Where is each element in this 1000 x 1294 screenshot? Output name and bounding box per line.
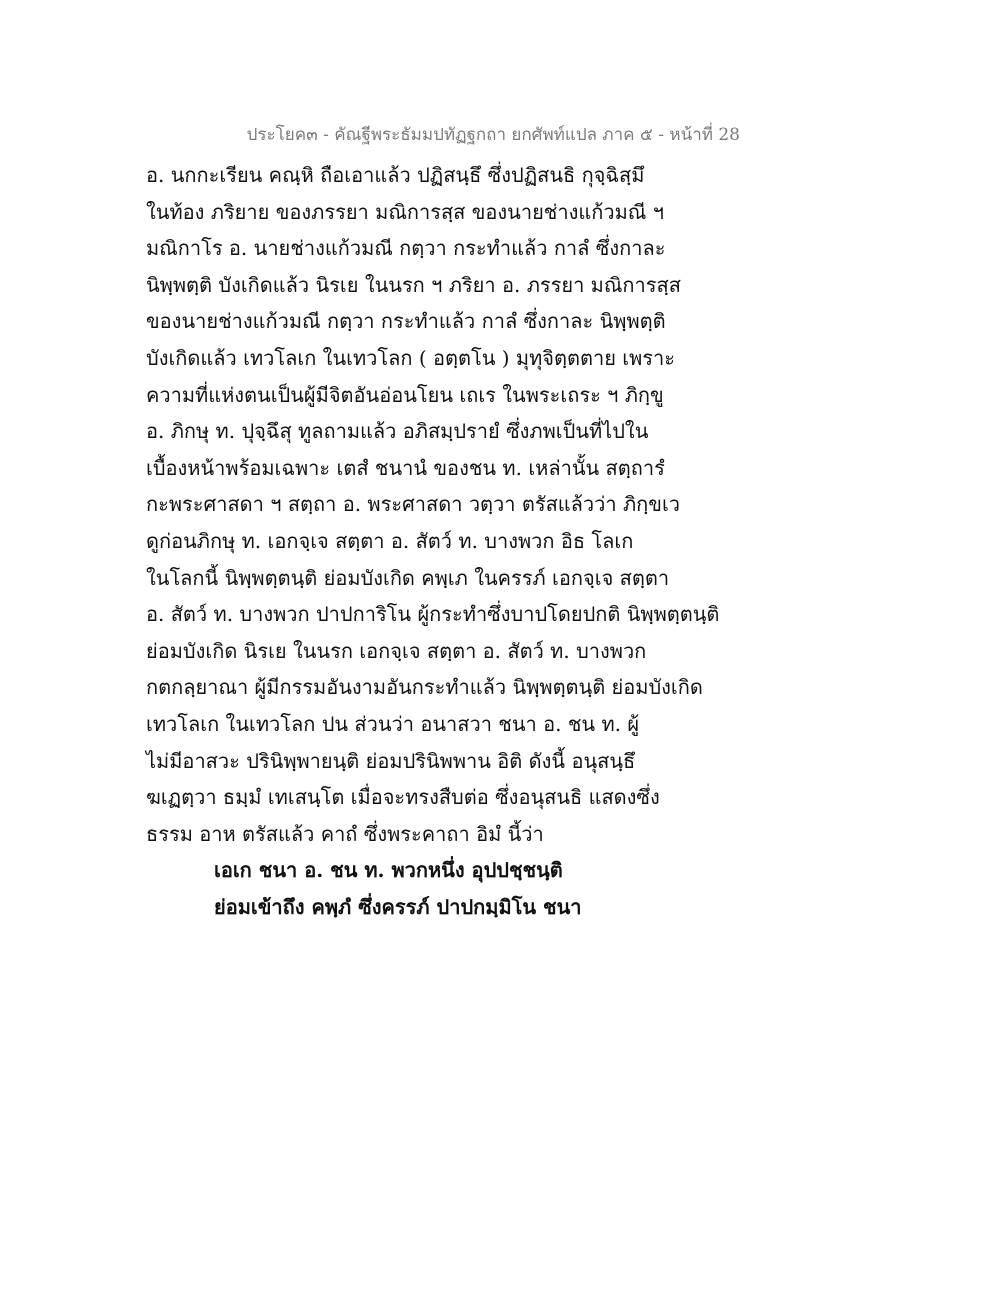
- text-line: ฆเฏตฺวา ธมฺมํ เทเสนฺโต เมื่อจะทรงสืบต่อ ซึ่งอนุสนธิ แสดงซึ่ง: [146, 785, 660, 810]
- text-line: บังเกิดแล้ว เทวโลเก ในเทวโลก ( อตฺตโน ) มุทุจิตฺตตาย เพราะ: [146, 345, 676, 370]
- text-line: อ. สัตว์ ท. บางพวก ปาปการิโน ผู้กระทำซึ่งบาปโดยปกติ นิพฺพตฺตนฺติ: [146, 602, 720, 627]
- text-line: เบื้องหน้าพร้อมเฉพาะ เตสํ ชนานํ ของชน ท. เหล่านั้น สตฺถารํ: [146, 455, 665, 480]
- text-line: เทวโลเก ในเทวโลก ปน ส่วนว่า อนาสวา ชนา อ. ชน ท. ผู้: [146, 711, 640, 736]
- text-line: ในโลกนี้ นิพฺพตฺตนฺติ ย่อมบังเกิด คพฺเภ ในครรภ์ เอกจฺเจ สตฺตา: [146, 565, 670, 590]
- text-line: ไม่มีอาสวะ ปรินิพฺพายนฺติ ย่อมปรินิพพาน อิติ ดังนี้ อนุสนฺธึ: [146, 748, 636, 773]
- running-header: ประโยค๓ - คัณฐีพระธัมมปทัฏฐกถา ยกศัพท์แปล ภาค ๕ - หน้าที่ 28: [246, 125, 740, 145]
- text-line: ย่อมบังเกิด นิรเย ในนรก เอกจฺเจ สตฺตา อ. สัตว์ ท. บางพวก: [146, 638, 647, 663]
- body-text: [146, 157, 726, 925]
- text-line: ดูก่อนภิกษุ ท. เอกจฺเจ สตฺตา อ. สัตว์ ท. บางพวก อิธ โลเก: [146, 528, 634, 553]
- text-line: ของนายช่างแก้วมณี กตฺวา กระทำแล้ว กาลํ ซึ่งกาละ นิพฺพตฺติ: [146, 309, 666, 334]
- verse-line: ย่อมเข้าถึง คพฺภํ ซึ่งครรภ์ ปาปกมฺมิโน ชนา: [214, 894, 582, 919]
- text-line: ธรรม อาห ตรัสแล้ว คาถํ ซึ่งพระคาถา อิมํ นี้ว่า: [146, 821, 544, 846]
- text-line: นิพฺพตฺติ บังเกิดแล้ว นิรเย ในนรก ฯ ภริยา อ. ภรรยา มณิการสฺส: [146, 272, 681, 297]
- text-line: ในท้อง ภริยาย ของภรรยา มณิการสฺส ของนายช่างแก้วมณี ฯ: [146, 199, 664, 224]
- text-line: อ. ภิกษุ ท. ปุจฺฉึสุ ทูลถามแล้ว อภิสมฺปรายํ ซึ่งภพเป็นที่ไปใน: [146, 419, 649, 444]
- verse-line: เอเก ชนา อ. ชน ท. พวกหนึ่ง อุปปชฺชนฺติ: [214, 858, 563, 883]
- text-line: มณิกาโร อ. นายช่างแก้วมณี กตฺวา กระทำแล้ว กาลํ ซึ่งกาละ: [146, 236, 666, 261]
- text-line: กะพระศาสดา ฯ สตฺถา อ. พระศาสดา วตฺวา ตรัสแล้วว่า ภิกฺขเว: [146, 492, 681, 517]
- text-line: ความที่แห่งตนเป็นผู้มีจิตอันอ่อนโยน เถเร ในพระเถระ ฯ ภิกฺขู: [146, 382, 664, 407]
- text-line: อ. นกกะเรียน คณฺหิ ถือเอาแล้ว ปฏิสนฺธึ ซึ่งปฏิสนธิ กุจฺฉิสฺมึ: [146, 163, 645, 187]
- text-line: กตกลฺยาณา ผู้มีกรรมอันงามอันกระทำแล้ว นิพฺพตฺตนฺติ ย่อมบังเกิด: [146, 675, 703, 700]
